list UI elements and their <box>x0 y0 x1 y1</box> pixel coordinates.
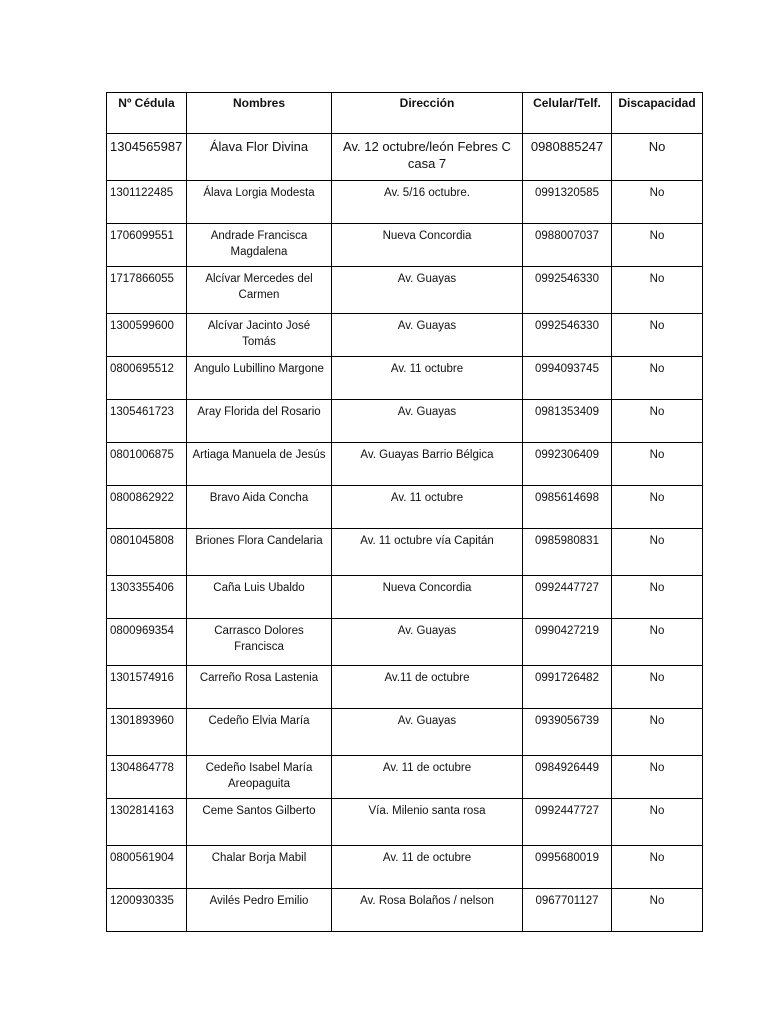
cell-discapacidad: No <box>612 799 703 846</box>
cell-nombre: Bravo Aida Concha <box>187 486 332 529</box>
cell-discapacidad: No <box>612 889 703 932</box>
cell-nombre: Angulo Lubillino Margone <box>187 357 332 400</box>
cell-direccion: Av. 11 de octubre <box>332 756 523 799</box>
table-row <box>107 400 703 443</box>
cell-nombre: Aray Florida del Rosario <box>187 400 332 443</box>
table-row <box>107 486 703 529</box>
cell-celular: 0939056739 <box>523 709 612 756</box>
cell-nombre: Álava Flor Divina <box>187 134 332 181</box>
header-cedula: Nº Cédula <box>107 93 187 134</box>
table-row <box>107 666 703 709</box>
cell-celular: 0990427219 <box>523 619 612 666</box>
cell-celular: 0984926449 <box>523 756 612 799</box>
cell-celular: 0967701127 <box>523 889 612 932</box>
cell-discapacidad: No <box>612 357 703 400</box>
cell-celular: 0985980831 <box>523 529 612 576</box>
cell-nombre: Alcívar Mercedes del Carmen <box>187 267 332 314</box>
cell-direccion: Av. 5/16 octubre. <box>332 181 523 224</box>
cell-celular: 0992447727 <box>523 799 612 846</box>
cell-direccion: Av. Guayas <box>332 709 523 756</box>
cell-nombre: Alcívar Jacinto José Tomás <box>187 314 332 357</box>
cell-direccion: Av. Guayas <box>332 619 523 666</box>
header-celular: Celular/Telf. <box>523 93 612 134</box>
cell-nombre: Carreño Rosa Lastenia <box>187 666 332 709</box>
cell-discapacidad: No <box>612 400 703 443</box>
table-row <box>107 709 703 756</box>
cell-cedula: 1301893960 <box>107 709 187 756</box>
cell-direccion: Av. Guayas Barrio Bélgica <box>332 443 523 486</box>
table-row <box>107 357 703 400</box>
cell-discapacidad: No <box>612 619 703 666</box>
cell-nombre: Andrade Francisca Magdalena <box>187 224 332 267</box>
header-nombres: Nombres <box>187 93 332 134</box>
cell-cedula: 1302814163 <box>107 799 187 846</box>
cell-celular: 0991320585 <box>523 181 612 224</box>
cell-discapacidad: No <box>612 666 703 709</box>
cell-direccion: Vía. Milenio santa rosa <box>332 799 523 846</box>
cell-discapacidad: No <box>612 529 703 576</box>
cell-discapacidad: No <box>612 846 703 889</box>
table-body <box>107 134 703 932</box>
cell-cedula: 0801006875 <box>107 443 187 486</box>
cell-cedula: 1304565987 <box>107 134 187 181</box>
cell-nombre: Álava Lorgia Modesta <box>187 181 332 224</box>
cell-direccion: Nueva Concordia <box>332 224 523 267</box>
cell-direccion: Av.11 de octubre <box>332 666 523 709</box>
cell-celular: 0992447727 <box>523 576 612 619</box>
table-row <box>107 619 703 666</box>
cell-cedula: 1305461723 <box>107 400 187 443</box>
cell-cedula: 1300599600 <box>107 314 187 357</box>
cell-celular: 0980885247 <box>523 134 612 181</box>
cell-direccion: Av. Guayas <box>332 267 523 314</box>
cell-cedula: 0801045808 <box>107 529 187 576</box>
cell-direccion: Nueva Concordia <box>332 576 523 619</box>
cell-nombre: Ceme Santos Gilberto <box>187 799 332 846</box>
cell-discapacidad: No <box>612 443 703 486</box>
cell-nombre: Caña Luis Ubaldo <box>187 576 332 619</box>
cell-direccion: Av. Rosa Bolaños / nelson <box>332 889 523 932</box>
registry-table <box>106 92 703 932</box>
cell-cedula: 0800561904 <box>107 846 187 889</box>
cell-cedula: 1717866055 <box>107 267 187 314</box>
header-discapacidad: Discapacidad <box>612 93 703 134</box>
cell-discapacidad: No <box>612 224 703 267</box>
cell-cedula: 1303355406 <box>107 576 187 619</box>
cell-celular: 0985614698 <box>523 486 612 529</box>
cell-nombre: Carrasco Dolores Francisca <box>187 619 332 666</box>
cell-celular: 0988007037 <box>523 224 612 267</box>
cell-nombre: Avilés Pedro Emilio <box>187 889 332 932</box>
table-row <box>107 576 703 619</box>
cell-celular: 0995680019 <box>523 846 612 889</box>
table-header <box>107 93 703 134</box>
cell-nombre: Chalar Borja Mabil <box>187 846 332 889</box>
cell-discapacidad: No <box>612 576 703 619</box>
cell-cedula: 0800969354 <box>107 619 187 666</box>
cell-cedula: 1304864778 <box>107 756 187 799</box>
cell-discapacidad: No <box>612 181 703 224</box>
table-row <box>107 846 703 889</box>
cell-cedula: 1301122485 <box>107 181 187 224</box>
cell-nombre: Cedeño Isabel María Areopaguita <box>187 756 332 799</box>
cell-direccion: Av. 11 octubre <box>332 486 523 529</box>
table-row <box>107 224 703 267</box>
cell-cedula: 1200930335 <box>107 889 187 932</box>
table-row <box>107 443 703 486</box>
cell-direccion: Av. 11 octubre <box>332 357 523 400</box>
cell-direccion: Av. Guayas <box>332 400 523 443</box>
cell-celular: 0981353409 <box>523 400 612 443</box>
table-row <box>107 799 703 846</box>
cell-direccion: Av. Guayas <box>332 314 523 357</box>
cell-direccion: Av. 12 octubre/león Febres C casa 7 <box>332 134 523 181</box>
cell-celular: 0992306409 <box>523 443 612 486</box>
cell-cedula: 0800695512 <box>107 357 187 400</box>
cell-discapacidad: No <box>612 134 703 181</box>
cell-cedula: 0800862922 <box>107 486 187 529</box>
table-row <box>107 134 703 181</box>
table-row <box>107 889 703 932</box>
cell-discapacidad: No <box>612 709 703 756</box>
cell-nombre: Artiaga Manuela de Jesús <box>187 443 332 486</box>
header-row <box>107 93 703 134</box>
table-row <box>107 181 703 224</box>
cell-cedula: 1706099551 <box>107 224 187 267</box>
table-row <box>107 267 703 314</box>
cell-nombre: Cedeño Elvia María <box>187 709 332 756</box>
table-row <box>107 529 703 576</box>
cell-celular: 0994093745 <box>523 357 612 400</box>
cell-celular: 0991726482 <box>523 666 612 709</box>
table-row <box>107 756 703 799</box>
cell-cedula: 1301574916 <box>107 666 187 709</box>
cell-celular: 0992546330 <box>523 314 612 357</box>
cell-discapacidad: No <box>612 267 703 314</box>
cell-discapacidad: No <box>612 486 703 529</box>
header-direccion: Dirección <box>332 93 523 134</box>
cell-discapacidad: No <box>612 314 703 357</box>
cell-direccion: Av. 11 octubre vía Capitán <box>332 529 523 576</box>
cell-discapacidad: No <box>612 756 703 799</box>
cell-celular: 0992546330 <box>523 267 612 314</box>
cell-direccion: Av. 11 de octubre <box>332 846 523 889</box>
cell-nombre: Briones Flora Candelaria <box>187 529 332 576</box>
table-row <box>107 314 703 357</box>
